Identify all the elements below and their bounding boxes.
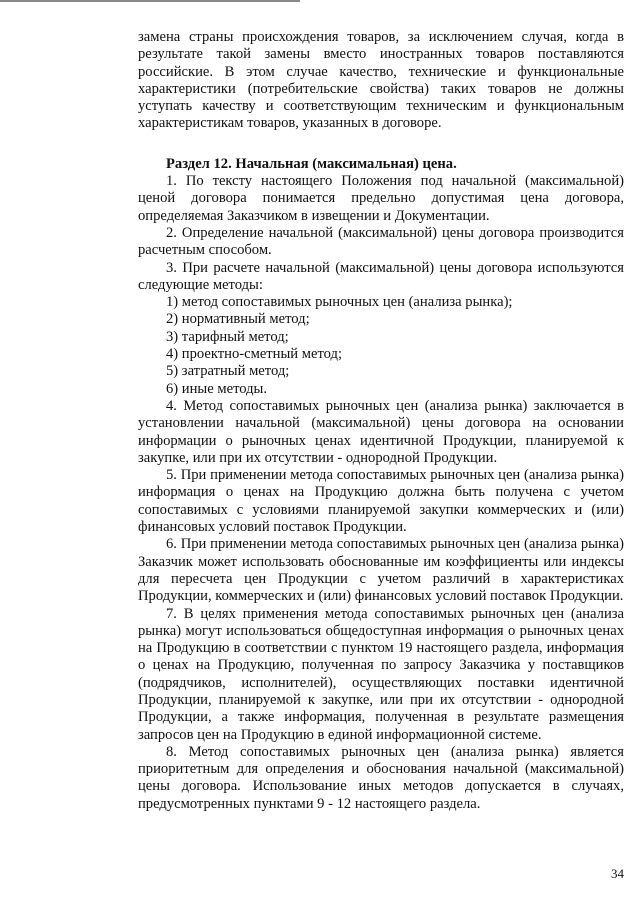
method-item: 6) иные методы. [166, 380, 268, 397]
paragraph-2: 2. Определение начальной (максимальной) цены договора производится расчетным способом. [138, 224, 624, 259]
paragraph-8: 8. Метод сопоставимых рыночных цен (анализа рынка) является приоритетным для определения и обоснования начальной (максимальной) цены договора. Использование иных методов допускается в случаях, предусмотренных пунктами 9 - 12 настоящего раздела. [138, 743, 624, 812]
section-heading: Раздел 12. Начальная (максимальная) цена. [166, 155, 457, 172]
paragraph-4: 4. Метод сопоставимых рыночных цен (анализа рынка) заключается в установлении начальной (максимальной) цены договора на основании информации о рыночных ценах идентичной Продукции, планируемой к закупке, или при их отсутствии - однородной Продукции. [138, 397, 624, 466]
method-item: 5) затратный метод; [166, 363, 290, 380]
paragraph-5: 5. При применении метода сопоставимых рыночных цен (анализа рынка) информация о ценах на Продукцию должна быть получена с учетом сопоставимых с условиями планируемой закупки коммерческих и (или) финансовых условий поставок Продукции. [138, 467, 624, 536]
paragraph-6: 6. При применении метода сопоставимых рыночных цен (анализа рынка) Заказчик может использовать обоснованные им коэффициенты или индексы для пересчета цен Продукции с учетом различий в характеристиках Продукции, коммерческих и (или) финансовых условий поставок Продукции. [138, 536, 624, 605]
method-item: 2) нормативный метод; [166, 311, 310, 328]
paragraph-7: 7. В целях применения метода сопоставимых рыночных цен (анализа рынка) могут использоваться общедоступная информация о рыночных ценах на Продукцию в соответствии с пунктом 19 настоящего раздела, информация о ценах на Продукцию, полученная по запросу Заказчика у поставщиков (подрядчиков, исполнителей), осуществляющих поставки идентичной Продукции, планируемой к закупке, или при их отсутствии - однородной Продукции, а также информация, полученная в результате размещения запросов цен на Продукцию в единой информационной системе. [138, 605, 624, 743]
paragraph-3: 3. При расчете начальной (максимальной) цены договора используются следующие методы: [138, 259, 624, 293]
top-scan-rule [0, 0, 300, 2]
page-number: 34 [611, 866, 624, 881]
paragraph-1: 1. По тексту настоящего Положения под начальной (максимальной) ценой договора понимается предельно допустимая цена договора, определяемая Заказчиком в извещении и Документации. [138, 173, 624, 224]
method-item: 1) метод сопоставимых рыночных цен (анализа рынка); [166, 294, 513, 311]
method-item: 4) проектно-сметный метод; [166, 346, 343, 363]
method-item: 3) тарифный метод; [166, 328, 289, 345]
document-body [138, 29, 624, 813]
intro-paragraph: замена страны происхождения товаров, за исключением случая, когда в результате такой замены вместо иностранных товаров поставляются российские. В этом случае качество, технические и функциональные характеристики (потребительские свойства) таких товаров не должны уступать качеству и соответствующим техническим и функциональным характеристикам товаров, указанных в договоре. [138, 29, 624, 132]
